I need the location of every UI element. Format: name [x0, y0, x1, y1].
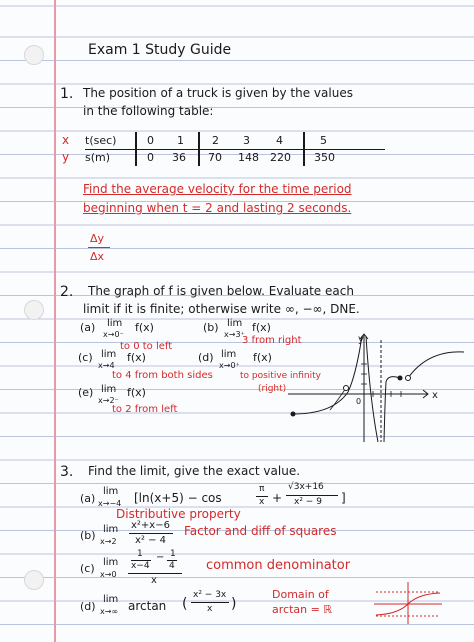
part-d-fx: f(x) — [253, 351, 272, 364]
delta-x: Δx — [90, 250, 105, 263]
graph-origin-label: 0 — [356, 397, 362, 406]
p3-part-a-expr: [ln(x+5) − cos — [134, 491, 222, 505]
p3-part-b-note: Factor and diff of squares — [184, 524, 337, 538]
part-b-lim: lim — [227, 318, 243, 329]
part-b-fx: f(x) — [252, 321, 271, 334]
table-cell: 36 — [172, 151, 186, 164]
p3-part-c-top-a-den: x−4 — [131, 561, 150, 571]
problem-2-line-2: limit if it is finite; otherwise write ∞, −∞, DNE. — [83, 302, 360, 316]
p3-part-b-label: (b) — [80, 529, 96, 542]
table-row-t-label: t(sec) — [85, 134, 117, 147]
fraction-bar — [191, 602, 229, 603]
delta-fraction-bar — [88, 247, 110, 248]
binder-hole — [24, 570, 44, 590]
margin-line — [54, 0, 56, 642]
p3-part-d-num: x² − 3x — [193, 590, 227, 600]
problem-1-line-2: in the following table: — [83, 104, 214, 118]
p3-part-a-frac-den: x — [259, 497, 265, 507]
p3-part-d-label: (d) — [80, 600, 96, 613]
part-c-note: to 4 from both sides — [112, 370, 213, 381]
problem-1-line-1: The position of a truck is given by the values — [83, 86, 353, 100]
graph-of-f — [278, 330, 468, 445]
table-cell: 220 — [270, 151, 291, 164]
table-cell: 4 — [276, 134, 283, 147]
table-row-divider — [85, 149, 385, 150]
p3-part-a-note: Distributive property — [116, 507, 241, 521]
p3-part-d-open-paren: ( — [182, 596, 188, 612]
arctan-sketch — [372, 580, 444, 626]
p3-part-d-note-2: arctan = ℝ — [272, 603, 333, 616]
part-e-label: (e) — [78, 386, 94, 399]
part-d-sub: x→0⁺ — [219, 361, 240, 370]
p3-part-a-label: (a) — [80, 492, 96, 505]
table-cell: 0 — [147, 151, 154, 164]
p3-part-b-num: x²+x−6 — [131, 520, 170, 531]
table-cell: 0 — [147, 134, 154, 147]
part-a-fx: f(x) — [135, 321, 154, 334]
part-c-lim: lim — [101, 349, 117, 360]
part-d-lim: lim — [221, 349, 237, 360]
part-d-note: to positive infinity — [240, 371, 321, 381]
p3-part-a-sub: x→−4 — [98, 499, 122, 508]
p3-part-b-sub: x→2 — [100, 537, 117, 546]
graph-y-label: y — [358, 334, 364, 345]
p3-part-a-lim: lim — [103, 486, 119, 497]
p3-part-c-lim: lim — [103, 557, 119, 568]
part-b-sub: x→3⁺ — [224, 330, 245, 339]
table-margin-y: y — [62, 150, 70, 164]
part-c-label: (c) — [78, 351, 93, 364]
p3-part-c-top-b-den: 4 — [169, 561, 175, 571]
part-b-label: (b) — [203, 321, 219, 334]
p3-part-b-den: x² − 4 — [135, 535, 167, 546]
p3-part-d-den: x — [207, 604, 213, 614]
part-e-fx: f(x) — [127, 386, 146, 399]
p3-part-c-top-minus: − — [156, 552, 165, 563]
p3-part-d-fn: arctan — [128, 599, 167, 613]
p3-part-a-frac-num: π — [259, 484, 265, 494]
problem-3-line-1: Find the limit, give the exact value. — [88, 464, 301, 478]
p3-part-c-top-a: 1 — [137, 549, 143, 559]
fraction-bar — [129, 533, 173, 534]
binder-hole — [24, 300, 44, 320]
table-cell: 2 — [212, 134, 219, 147]
p3-part-d-sub: x→∞ — [100, 607, 119, 616]
table-cell: 5 — [320, 134, 327, 147]
problem-1-task-line-1: Find the average velocity for the time period — [83, 182, 352, 196]
table-cell: 70 — [208, 151, 222, 164]
p3-part-c-note: common denominator — [206, 558, 351, 573]
part-a-sub: x→0⁻ — [103, 330, 124, 339]
part-a-lim: lim — [107, 318, 123, 329]
graph-open-point — [406, 376, 411, 381]
fraction-bar — [128, 573, 182, 574]
graph-closed-point — [291, 412, 296, 417]
problem-3-number: 3. — [60, 464, 74, 480]
graph-far-right-branch — [408, 352, 464, 378]
problem-1-number: 1. — [60, 86, 74, 102]
part-e-sub: x→2⁻ — [98, 396, 119, 405]
problem-2-number: 2. — [60, 284, 74, 300]
graph-open-point — [344, 386, 349, 391]
table-cell: 148 — [238, 151, 259, 164]
graph-left-hump — [330, 388, 346, 410]
graph-closed-point — [398, 376, 403, 381]
graph-middle-branch — [366, 336, 378, 442]
graph-right-branch — [384, 377, 400, 442]
p3-part-b-lim: lim — [103, 524, 119, 535]
table-cell: 3 — [243, 134, 250, 147]
p3-part-d-lim: lim — [103, 594, 119, 605]
table-cell: 1 — [177, 134, 184, 147]
part-c-fx: f(x) — [127, 351, 146, 364]
p3-part-c-sub: x→0 — [100, 570, 117, 579]
part-a-label: (a) — [80, 321, 96, 334]
table-margin-x: x — [62, 133, 70, 147]
part-e-lim: lim — [101, 384, 117, 395]
problem-2-line-1: The graph of f is given below. Evaluate each — [88, 284, 354, 298]
delta-y: Δy — [90, 232, 105, 245]
graph-left-branch — [293, 336, 362, 414]
p3-part-a-plus: + — [272, 491, 283, 505]
page-title: Exam 1 Study Guide — [88, 42, 232, 58]
part-d-note-2: (right) — [258, 384, 287, 394]
part-b-note: 3 from right — [242, 335, 302, 346]
p3-part-a-frac2-den: x² − 9 — [294, 497, 322, 507]
part-c-sub: x→4 — [98, 361, 115, 370]
part-e-note: to 2 from left — [112, 404, 178, 415]
table-cell: 350 — [314, 151, 335, 164]
p3-part-a-frac2-num: √3x+16 — [288, 482, 324, 492]
table-row-s-label: s(m) — [85, 151, 111, 164]
binder-hole — [24, 45, 44, 65]
fraction-bar — [286, 495, 338, 496]
part-a-note: to 0 to left — [120, 341, 173, 352]
p3-part-a-close: ] — [341, 491, 346, 505]
p3-part-c-den: x — [151, 575, 157, 586]
p3-part-d-note-1: Domain of — [272, 588, 329, 601]
p3-part-c-label: (c) — [80, 562, 95, 575]
p3-part-d-close-paren: ) — [231, 596, 237, 612]
graph-x-label: x — [432, 390, 438, 401]
problem-1-task-line-2: beginning when t = 2 and lasting 2 seconds. — [83, 201, 352, 215]
part-d-label: (d) — [198, 351, 214, 364]
p3-part-c-top-b: 1 — [170, 549, 176, 559]
